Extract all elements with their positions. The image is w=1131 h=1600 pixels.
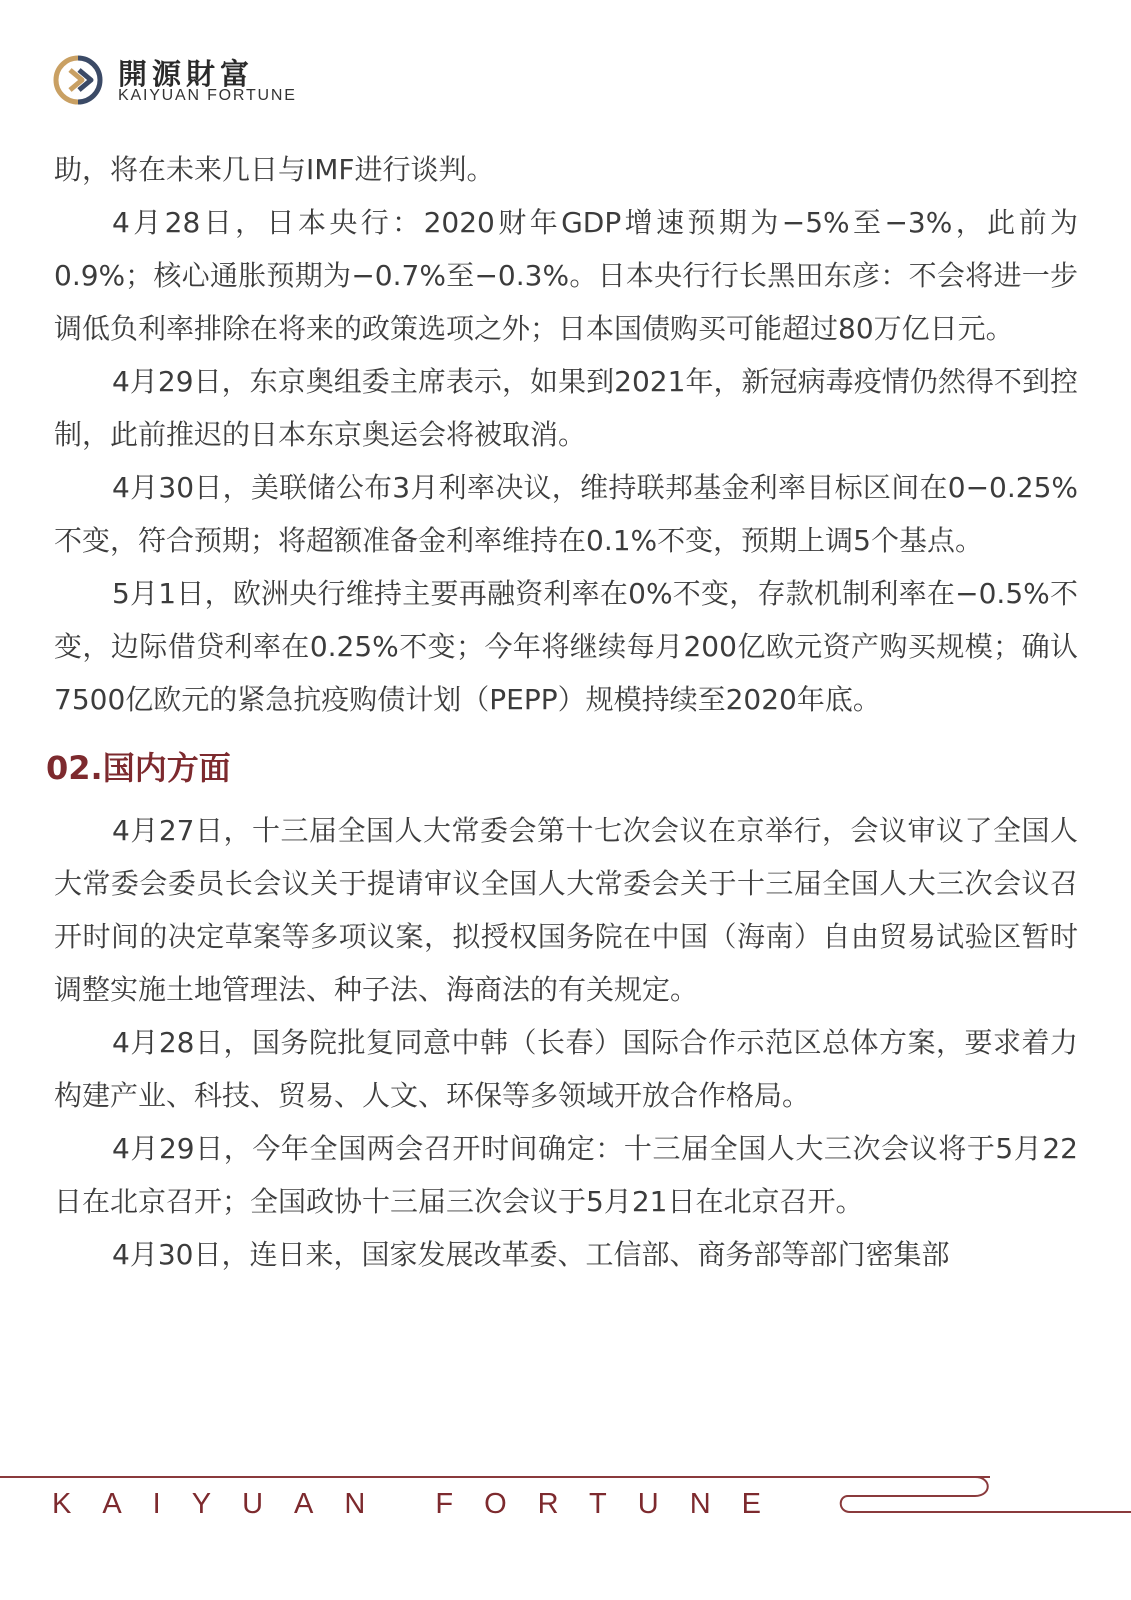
brand-name-en: KAIYUAN FORTUNE [118, 87, 297, 104]
article-body [46, 143, 1078, 1281]
footer-swoosh-icon [820, 1470, 1131, 1520]
paragraph: 4月28日，国务院批复同意中韩（长春）国际合作示范区总体方案，要求着力构建产业、科技、贸易、人文、环保等多领域开放合作格局。 [54, 1026, 1078, 1112]
kaiyuan-logo-icon [52, 54, 104, 106]
paragraph: 助，将在未来几日与IMF进行谈判。 [54, 153, 495, 186]
paragraph: 4月29日，今年全国两会召开时间确定：十三届全国人大三次会议将于5月22日在北京召开；全国政协十三届三次会议于5月21日在北京召开。 [54, 1132, 1078, 1218]
paragraph: 4月28日，日本央行：2020财年GDP增速预期为−5%至−3%，此前为0.9%；核心通胀预期为−0.7%至−0.3%。日本央行行长黑田东彦：不会将进一步调低负利率排除在将来的政策选项之外；日本国债购买可能超过80万亿日元。 [54, 206, 1078, 345]
paragraph: 5月1日，欧洲央行维持主要再融资利率在0%不变，存款机制利率在−0.5%不变，边际借贷利率在0.25%不变；今年将继续每月200亿欧元资产购买规模；确认7500亿欧元的紧急抗疫购债计划（PEPP）规模持续至2020年底。 [54, 577, 1078, 716]
footer-brand-text: KAIYUAN FORTUNE [52, 1488, 793, 1520]
paragraph: 4月30日，美联储公布3月利率决议，维持联邦基金利率目标区间在0−0.25%不变，符合预期；将超额准备金利率维持在0.1%不变，预期上调5个基点。 [54, 471, 1078, 557]
paragraph: 4月30日，连日来，国家发展改革委、工信部、商务部等部门密集部 [112, 1238, 950, 1271]
brand-name-cn: 開源財富 [118, 57, 255, 91]
paragraph: 4月27日，十三届全国人大常委会第十七次会议在京举行，会议审议了全国人大常委会委员长会议关于提请审议全国人大常委会关于十三届全国人大三次会议召开时间的决定草案等多项议案，拟授权国务院在中国（海南）自由贸易试验区暂时调整实施土地管理法、种子法、海商法的有关规定。 [54, 814, 1078, 1006]
paragraph: 4月29日，东京奥组委主席表示，如果到2021年，新冠病毒疫情仍然得不到控制，此前推迟的日本东京奥运会将被取消。 [54, 365, 1078, 451]
section-title: 02.国内方面 [46, 749, 231, 787]
